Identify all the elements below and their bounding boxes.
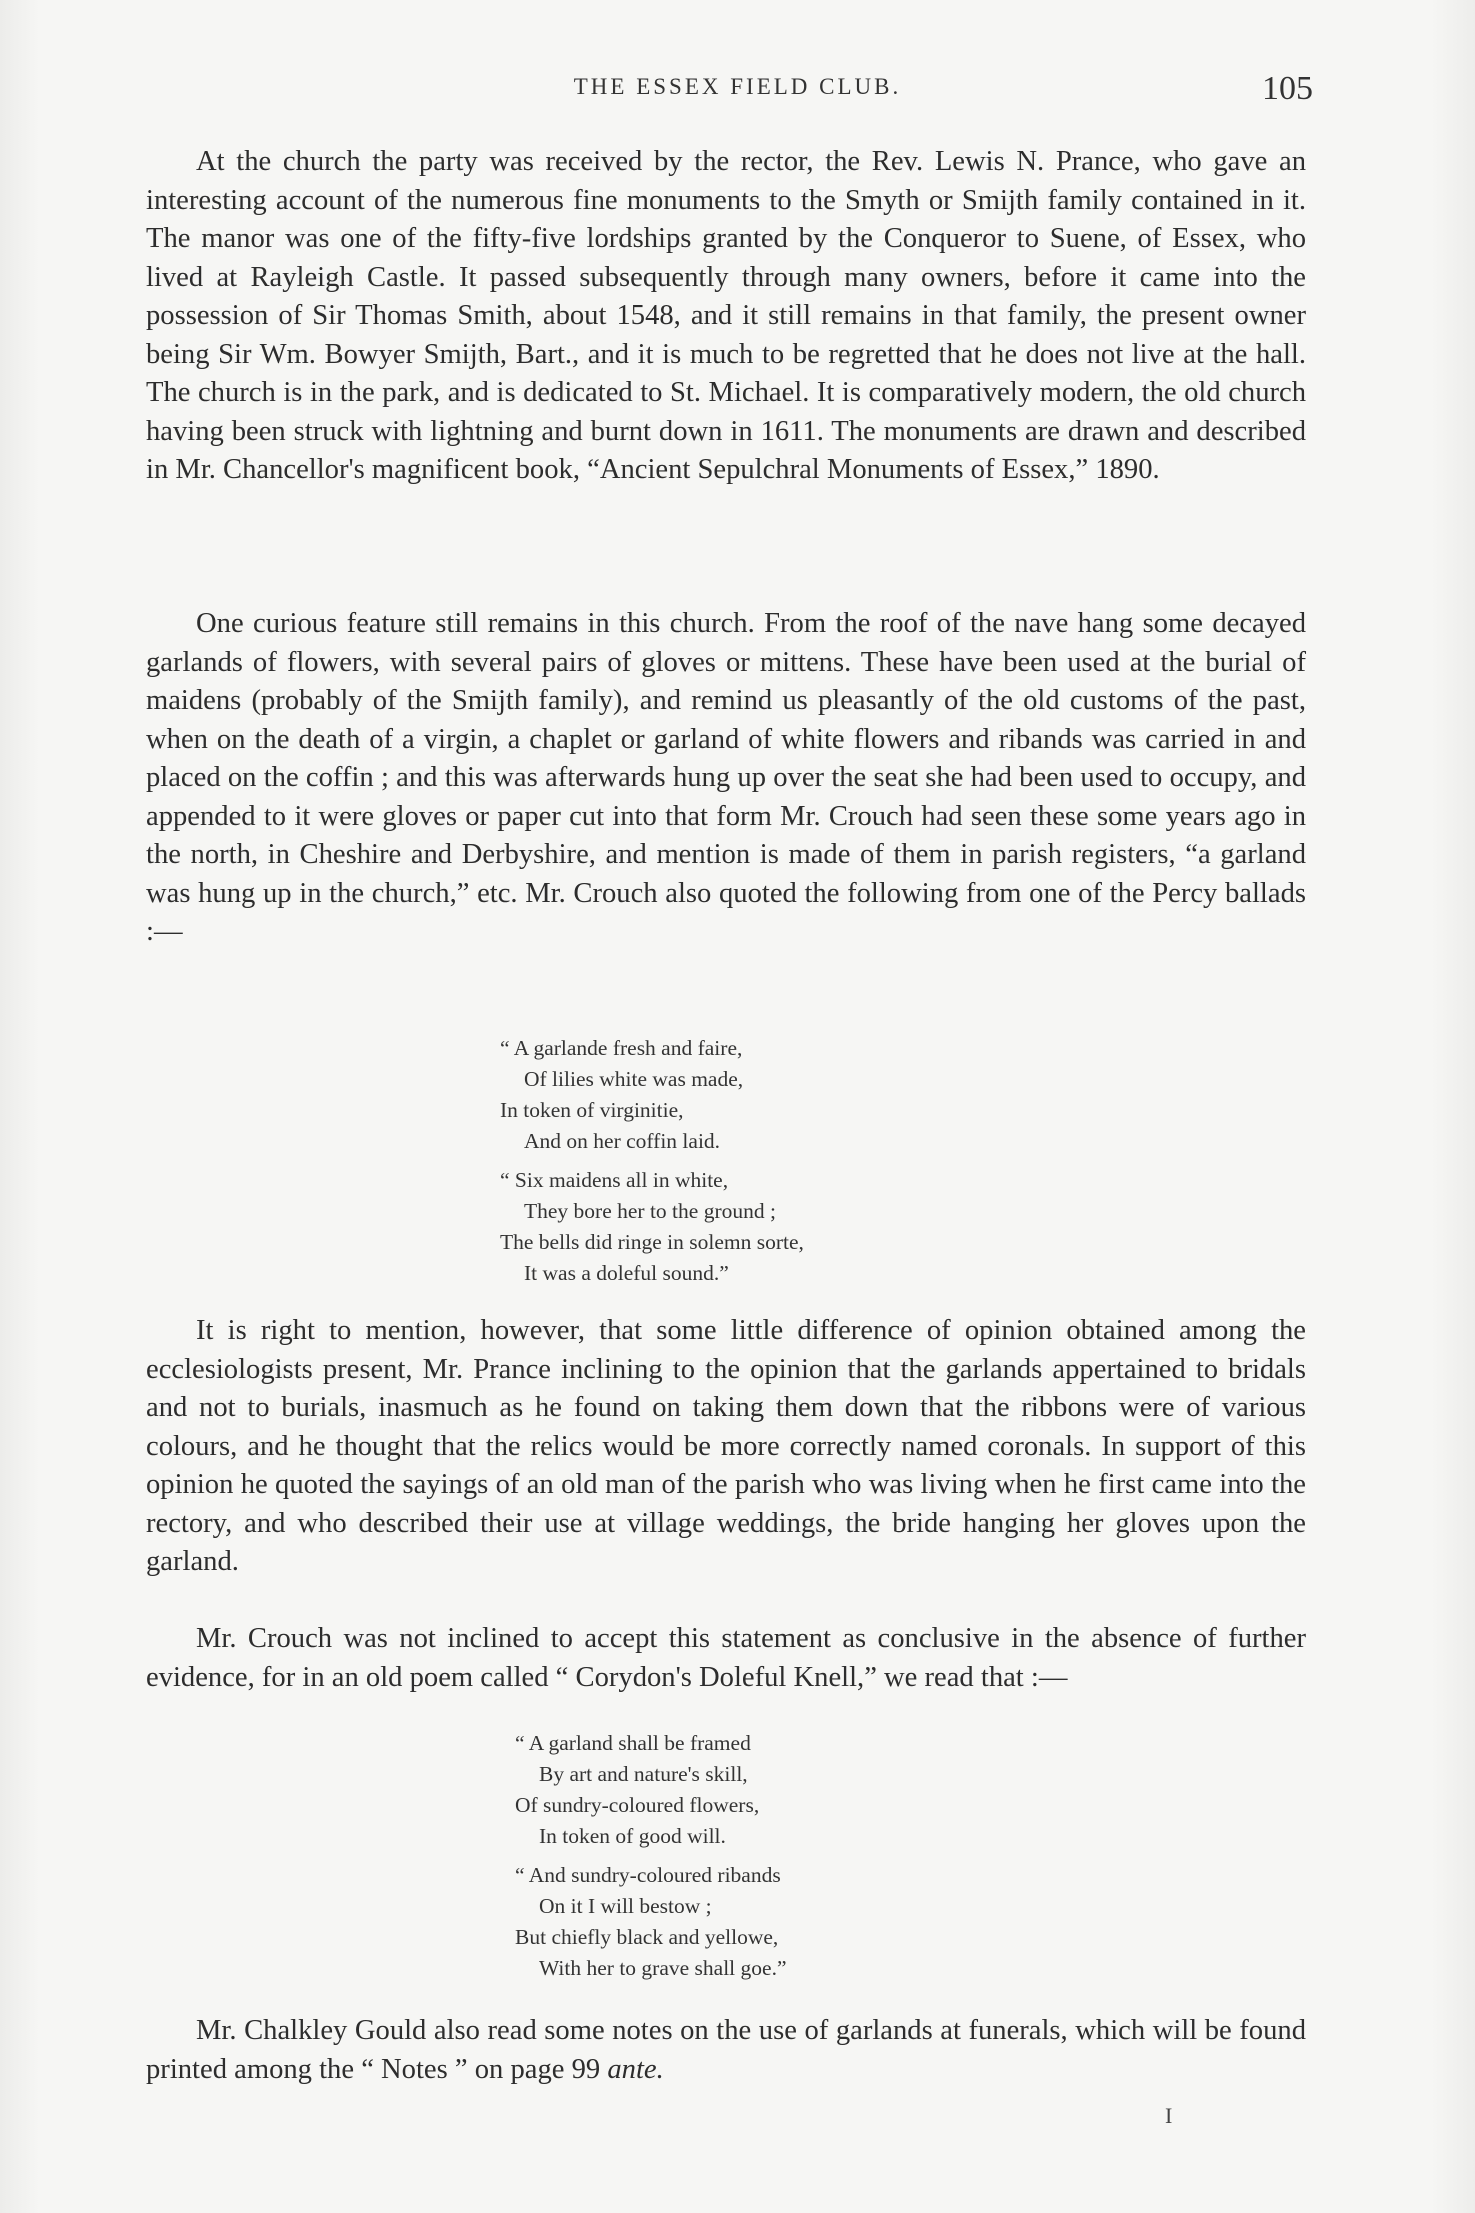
ante-reference: ante. bbox=[607, 2053, 664, 2085]
running-head bbox=[0, 70, 1475, 120]
verse-line: Of lilies white was made, bbox=[524, 1067, 744, 1091]
verse-line: And on her coffin laid. bbox=[524, 1129, 721, 1153]
paragraph-text: Mr. Crouch was not inclined to accept this statement as conclusive in the absence of further evidence, for in an old poem called “ Corydon's Doleful Knell,” we read that :— bbox=[146, 1623, 1306, 1693]
verse-line: “ A garland shall be framed bbox=[515, 1731, 751, 1755]
paragraph-chalkley-gould bbox=[146, 2012, 1306, 2089]
paragraph-text: It is right to mention, however, that some little difference of opinion obtained among the ecclesiologists present, Mr. Prance inclining to the opinion that the garlands appertained to bridals and not to burials, inasmuch as he found on taking them down that the ribbons were of various colours, and he thought that the relics would be more correctly named coronals. In support of this opinion he quoted the sayings of an old man of the parish who was living when he first came into the rectory, and who described their use at village weddings, the bride hanging her gloves upon the garland. bbox=[146, 1315, 1306, 1577]
verse-line: With her to grave shall goe.” bbox=[539, 1956, 787, 1980]
verse-line: They bore her to the ground ; bbox=[524, 1199, 776, 1223]
verse-line: It was a doleful sound.” bbox=[524, 1261, 729, 1285]
corydon-verse bbox=[515, 1728, 787, 1984]
paragraph-garlands bbox=[146, 605, 1306, 952]
verse-line: In token of virginitie, bbox=[500, 1098, 684, 1122]
paragraph-text: At the church the party was received by the rector, the Rev. Lewis N. Prance, who gave an interesting account of the numerous fine monuments to the Smyth or Smijth family contained in it. The manor was one of the fifty-five lordships granted by the Conqueror to Suene, of Essex, who lived at Rayleigh Castle. It passed subsequently through many owners, before it came into the possession of Sir Thomas Smith, about 1548, and it still remains in that family, the present owner being Sir Wm. Bowyer Smijth, Bart., and it is much to be regretted that he does not live at the hall. The church is in the park, and is dedicated to St. Michael. It is comparatively modern, the old church having been struck with lightning and burnt down in 1611. The monuments are drawn and described in Mr. Chancellor's magnificent book, “Ancient Sepulchral Monuments of Essex,” 1890. bbox=[146, 146, 1306, 485]
paragraph-difference-of-opinion bbox=[146, 1312, 1306, 1582]
percy-ballad-verse bbox=[500, 1033, 804, 1289]
verse-line: In token of good will. bbox=[539, 1824, 726, 1848]
verse-line: Of sundry-coloured flowers, bbox=[515, 1793, 760, 1817]
paragraph-church-rector bbox=[146, 143, 1306, 490]
paragraph-text bbox=[146, 2012, 1306, 2089]
verse-line: “ Six maidens all in white, bbox=[500, 1168, 729, 1192]
verse-line: But chiefly black and yellowe, bbox=[515, 1925, 779, 1949]
verse-line: On it I will bestow ; bbox=[539, 1894, 712, 1918]
verse-line: By art and nature's skill, bbox=[539, 1762, 748, 1786]
verse-line: “ And sundry-coloured ribands bbox=[515, 1863, 781, 1887]
running-title: THE ESSEX FIELD CLUB. bbox=[573, 74, 902, 99]
paragraph-corydon bbox=[146, 1620, 1306, 1697]
stanza-gap bbox=[515, 1852, 787, 1860]
stanza-gap bbox=[500, 1157, 804, 1165]
verse-line: “ A garlande fresh and faire, bbox=[500, 1036, 743, 1060]
page-number: 105 bbox=[1262, 70, 1313, 107]
verse-line: The bells did ringe in solemn sorte, bbox=[500, 1230, 804, 1254]
paragraph-text: One curious feature still remains in this church. From the roof of the nave hang some decayed garlands of flowers, with several pairs of gloves or mittens. These have been used at the burial of maidens (probably of the Smijth family), and remind us pleasantly of the old customs of the past, when on the death of a virgin, a chaplet or garland of white flowers and ribands was carried in and placed on the coffin ; and this was afterwards hung up over the seat she had been used to occupy, and appended to it were gloves or paper cut into that form Mr. Crouch had seen these some years ago in the north, in Cheshire and Derbyshire, and mention is made of them in parish registers, “a garland was hung up in the church,” etc. Mr. Crouch also quoted the following from one of the Percy ballads :— bbox=[146, 608, 1306, 947]
signature-mark: I bbox=[1165, 2103, 1173, 2128]
paragraph-main-text: Mr. Chalkley Gould also read some notes on the use of garlands at funerals, which will be found printed among the “ Notes ” on page 99 bbox=[146, 2015, 1306, 2085]
